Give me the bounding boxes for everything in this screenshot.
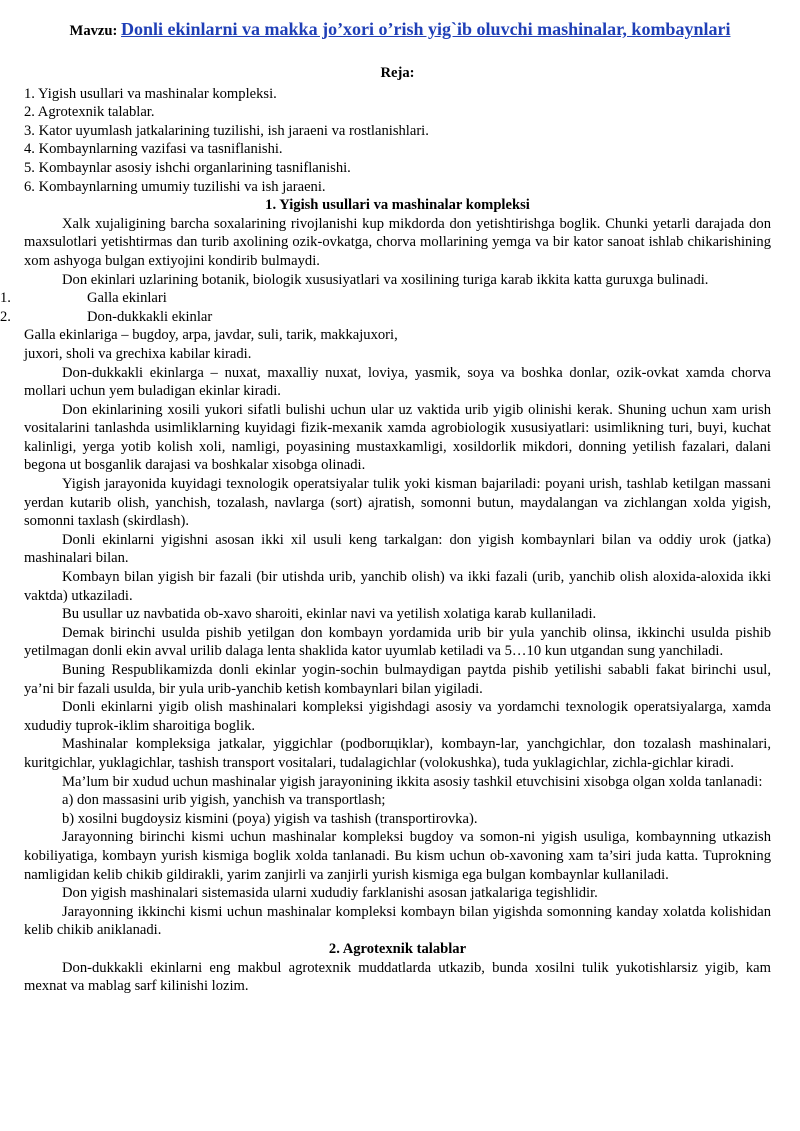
paragraph: Don yigish mashinalari sistemasida ularni xududiy farklanishi asosan jatkalariga tegishlidir. [62,885,598,902]
paragraph: Bu usullar uz navbatida ob-xavo sharoiti, ekinlar navi va yetilish xolatiga karab kullaniladi. [62,606,597,623]
paragraph: Don ekinlarining xosili yukori sifatli bulishi uchun ular uz vaktida urib yigib olinishi kerak. Shuning uchun xam urish vositalarini tanlashda usimliklarning kuyidagi fizik-mexanik xamda agrobiologik xususiyatlari: usimlikning turi, buyi, kuchat kalinligi, yerga yotib kolish xoli, namligi, poyasining mustaxkamligi, xosildorlik mikdori, donning yetilish fazalari, dalani begona ut bosganlik darajasi va boshkalar xisobga olinadi. [24,401,771,474]
paragraph: Ma’lum bir xudud uchun mashinalar yigish jarayonining ikkita asosiy tashkil etuvchisini xisobga olgan xolda tanlanadi: [62,773,763,790]
plan-item-1: 1. Yigish usullari va mashinalar kompleksi. [24,85,277,102]
group-label: Galla ekinlari [87,290,167,307]
topic-title-link[interactable]: Donli ekinlarni va makka jo’xori o’rish yig`ib oluvchi mashinalar, kombaynlari [121,19,731,39]
paragraph: Buning Respublikamizda donli ekinlar yogin-sochin bulmaydigan paytda pishib yetilishi sababli fakat birinchi usul, ya’ni bir fazali usulda, bir yula urib-yanchib ketish kombaynlari bilan yigiladi. [24,662,771,697]
topic-label: Mavzu: [69,23,118,39]
paragraph: Demak birinchi usulda pishib yetilgan don kombayn yordamida urib bir yula yanchib olinsa, ikkinchi usulda pishib yetilmagan donli ekin avval urilib dalaga lenta shaklida kator uyumlab ketiladi va 5…10 kun utgandan sung yanchiladi. [24,624,771,660]
document-body [0,64,771,996]
plan-item-6: 6. Kombaynlarning umumiy tuzilishi va ish jaraeni. [24,178,326,195]
paragraph: Mashinalar kompleksiga jatkalar, yiggichlar (podborщiklar), kombayn-lar, yanchgichlar, don tozalash mashinalari, kuritgichlar, yuklagichlar, tashish transport vositalari, tudalagichlar (volokushka), tuda yuklagichlar, zichla-gichlar kiradi. [24,736,771,771]
list-item-a: a) don massasini urib yigish, yanchish va transportlash; [62,792,386,809]
paragraph: Donli ekinlarni yigib olish mashinalari kompleksi yigishdagi asosiy va yordamchi texnologik operatsiyalarga, xamda xududiy tuprok-iklim sharoitiga boglik. [24,699,771,734]
paragraph: Don-dukkakli ekinlarga – nuxat, maxalliy nuxat, loviya, yasmik, soya va boshka donlar, ozik-ovkat xamda chorva mollari uchun yem buladigan ekinlar kiradi. [24,364,771,400]
paragraph: Jarayonning ikkinchi kismi uchun mashinalar kompleksi kombayn bilan yigishda somonning kanday xolatda kolishidan kelib chikib aniklanadi. [24,903,771,939]
group-number: 1. [0,290,11,307]
paragraph: Donli ekinlarni yigishni asosan ikki xil usuli keng tarkalgan: don yigish kombaynlari bilan va oddiy urok (jatka) mashinalari bilan. [24,531,771,567]
group-item-2 [0,308,771,327]
plan-item-4: 4. Kombaynlarning vazifasi va tasniflanishi. [24,141,283,158]
plan-item-2: 2. Agrotexnik talablar. [24,104,155,121]
paragraph: Xalk xujaligining barcha soxalarining rivojlanishi kup mikdorda don yetishtirishga boglik. Chunki yetarli darajada don maxsulotlari yetishtirmas dan turib axolining ozik-ovkatga, chorva mollarining yemga va bir kator sanoat ishlab chikarishining xom ashyoga bulgan extiyojini kondirib bulmaydi. [24,215,771,269]
section-2-heading: 2. Agrotexnik talablar [328,940,467,957]
plan-heading: Reja: [380,65,415,81]
group-label: Don-dukkakli ekinlar [87,308,213,325]
galla-line-1: Galla ekinlariga – bugdoy, arpa, javdar, suli, tarik, makkajuxori, [24,327,398,344]
topic-line [0,20,800,41]
plan-item-5: 5. Kombaynlar asosiy ishchi organlarining tasniflanishi. [24,159,351,176]
galla-line-2: juxori, sholi va grechixa kabilar kiradi. [24,345,252,362]
paragraph: Jarayonning birinchi kismi uchun mashinalar kompleksi bugdoy va somon-ni yigish usuliga, kombaynning utkazish kobiliyatiga, kombayn yurish kismiga boglik xolda tanlanadi. Bu kism uchun ob-xavoning xam ta’siri juda katta. Tuprokning namligidan kelib chikib gildirakli, yarim zanjirli va zanjirli yurish kismiga ega bulgan kombaynlar kullaniladi. [24,829,771,883]
section-1-heading: 1. Yigish usullari va mashinalar kompleksi [265,197,530,214]
paragraph: Kombayn bilan yigish bir fazali (bir utishda urib, yanchib olish) va ikki fazali (urib, yanchib olish aloxida-aloxida ikki vaktda) utkaziladi. [24,569,771,604]
paragraph: Don ekinlari uzlarining botanik, biologik xususiyatlari va xosilining turiga karab ikkita katta guruxga bulinadi. [62,271,709,288]
group-number: 2. [0,308,11,325]
list-item-b: b) xosilnі bugdoysiz kismini (poya) yigish va tashish (transportirovka). [62,810,478,827]
group-item-1 [0,289,771,308]
plan-item-3: 3. Kator uyumlash jatkalarining tuzilishi, ish jaraeni va rostlanishlari. [24,122,429,139]
paragraph: Yigish jarayonida kuyidagi texnologik operatsiyalar tulik yoki kisman bajariladi: poyani urish, tashlab ketilgan massani yerdan kutarib olish, yanchish, tozalash, navlarga (sort) ajratish, somonni butun, maydalangan va zichlangan xolda yigish, somonni taxlash (skirdlash). [24,476,771,530]
paragraph: Don-dukkakli ekinlarni eng makbul agrotexnik muddatlarda utkazib, bunda xosilni tulik yukotishlarsiz yigib, kam mexnat va mablag sarf kilinishi lozim. [24,959,771,995]
